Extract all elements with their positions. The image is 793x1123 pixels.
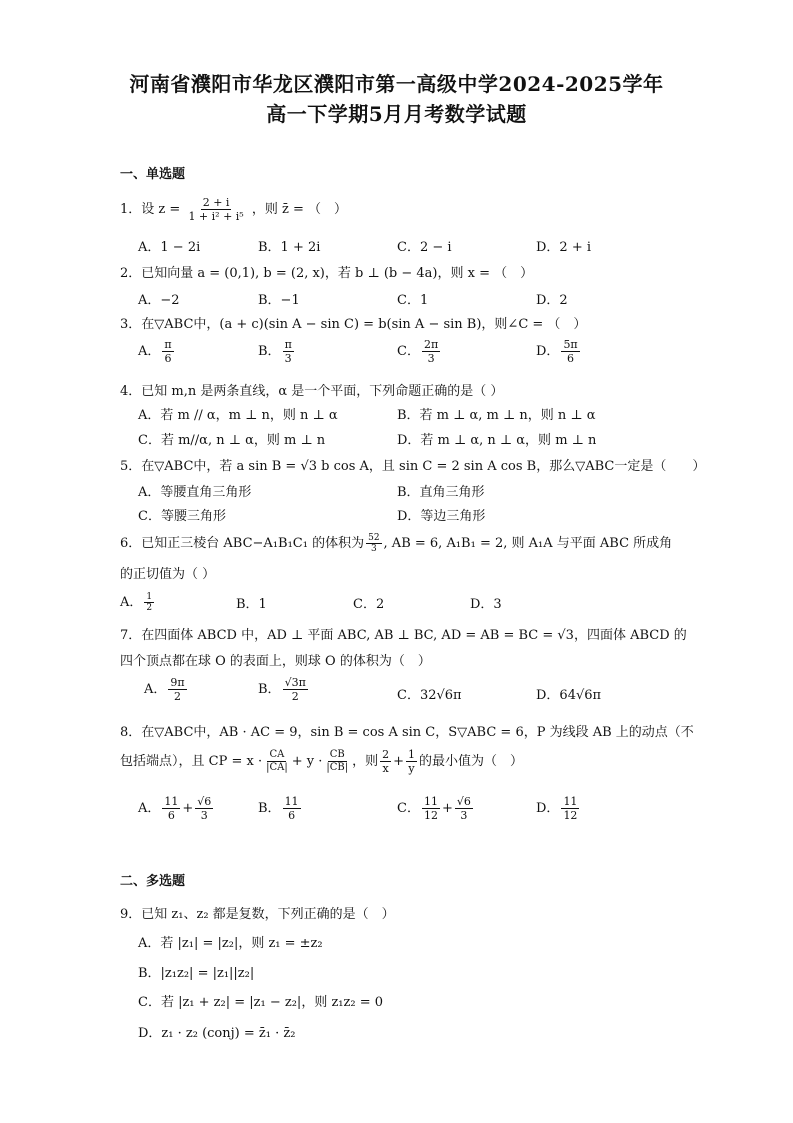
q4-option-d: D．若 m ⊥ α, n ⊥ α，则 m ⊥ n (397, 433, 597, 448)
q8-option-d (536, 795, 581, 822)
q8-a-n2: √6 (197, 795, 212, 808)
question-6-line1 (120, 532, 672, 554)
document-title-line1: 河南省濮阳市华龙区濮阳市第一高级中学2024-2025学年 (129, 72, 664, 96)
q3-b-num: π (284, 338, 292, 351)
q3-c-label: C． (397, 344, 420, 359)
q6-vol-num: 52 (368, 533, 380, 543)
q8-d-label: D． (536, 801, 560, 816)
q8-plus: + (393, 754, 405, 769)
q8-option-a (138, 795, 215, 822)
q7-a-frac (168, 676, 186, 703)
q1-option-b: B．1 + 2i (258, 240, 321, 255)
question-6-line2: 的正切值为（ ） (120, 567, 216, 582)
q6-a-den: 2 (146, 603, 153, 613)
q8-frac-cb (324, 749, 350, 774)
q7-a-den: 2 (174, 690, 181, 703)
q1-suffix: ，则 z̄ = （ ） (251, 202, 347, 217)
q8-option-c (397, 795, 475, 822)
q1-option-d: D．2 + i (536, 240, 592, 255)
q3-a-frac (162, 338, 173, 365)
q9-option-d: D．z₁ · z₂ (conj) = z̄₁ · z̄₂ (138, 1026, 296, 1041)
q4-option-a: A．若 m // α，m ⊥ n，则 n ⊥ α (138, 408, 338, 423)
q9-option-c: C．若 |z₁ + z₂| = |z₁ − z₂|，则 z₁z₂ = 0 (138, 995, 383, 1010)
q8-b-frac (283, 795, 301, 822)
q8-text2c: ，则 (352, 754, 379, 769)
q8-f2-den: |CB| (326, 762, 349, 773)
q5-option-c: C．等腰三角形 (138, 509, 226, 524)
q8-f1-den: |CA| (266, 762, 288, 773)
q1-option-c: C．2 − i (397, 240, 452, 255)
q7-option-c: C．32√6π (397, 688, 462, 703)
question-4: 4．已知 m,n 是两条直线，α 是一个平面，下列命题正确的是（ ） (120, 384, 504, 399)
q8-f4-num: 1 (408, 748, 416, 761)
q8-b-num: 11 (284, 795, 299, 808)
q8-f4-den: y (408, 762, 415, 775)
q4-option-b: B．若 m ⊥ α, m ⊥ n，则 n ⊥ α (397, 408, 596, 423)
q7-a-num: 9π (170, 676, 185, 689)
q8-f3-num: 2 (382, 748, 390, 761)
q8-text2b: + y · (291, 754, 323, 769)
q1-z: z = (158, 202, 181, 217)
question-8-line2 (120, 748, 523, 775)
q8-a-label: A． (138, 801, 161, 816)
q7-b-label: B． (258, 682, 281, 697)
question-5: 5．在▽ABC中，若 a sin B = √3 b cos A，且 sin C = 2 sin A cos B，那么▽ABC一定是（ ） (120, 459, 706, 474)
q3-d-label: D． (536, 344, 560, 359)
q8-a-n1: 11 (164, 795, 179, 808)
q3-c-frac (422, 338, 440, 365)
q1-prefix: 1．设 (120, 202, 155, 217)
q6-option-a (120, 591, 156, 613)
q3-a-num: π (164, 338, 172, 351)
q2-option-d: D．2 (536, 293, 568, 308)
q6-option-c: C．2 (353, 597, 385, 612)
q8-option-b (258, 795, 303, 822)
q3-b-label: B． (258, 344, 281, 359)
q7-b-num: √3π (284, 676, 306, 689)
question-1 (120, 196, 347, 223)
q8-text2a: 包括端点），且 CP = x · (120, 754, 263, 769)
q7-a-label: A． (144, 682, 167, 697)
q7-b-den: 2 (291, 690, 299, 703)
question-9: 9．已知 z₁、z₂ 都是复数，下列正确的是（ ） (120, 907, 395, 922)
q8-c-frac1 (422, 795, 440, 822)
q3-option-b (258, 338, 296, 365)
q8-a-plus: + (182, 801, 194, 816)
q8-text2d: 的最小值为（ ） (419, 754, 524, 769)
q8-f1-num: CA (269, 749, 285, 760)
q2-option-b: B．−1 (258, 293, 300, 308)
question-8-line1: 8．在▽ABC中，AB · AC = 9，sin B = cos A sin C，S▽ABC = 6，P 为线段 AB 上的动点（不 (120, 725, 694, 740)
q9-option-b: B．|z₁z₂| = |z₁||z₂| (138, 966, 255, 981)
q1-fraction (186, 196, 245, 223)
q6-volume-frac (366, 533, 381, 554)
q5-option-a: A．等腰直角三角形 (138, 485, 252, 500)
q7-option-a (144, 676, 189, 703)
q8-frac-1y (406, 748, 417, 775)
q8-f3-den: x (382, 762, 389, 775)
q3-b-den: 3 (284, 352, 292, 365)
q3-d-den: 6 (567, 352, 575, 365)
q2-option-c: C．1 (397, 293, 429, 308)
section-heading-multiple-choice: 二、多选题 (120, 874, 186, 889)
q8-c-plus: + (441, 801, 453, 816)
q1-option-a: A．1 − 2i (138, 240, 201, 255)
question-7-line2: 四个顶点都在球 O 的表面上，则球 O 的体积为（ ） (120, 654, 431, 669)
q1-denominator: 1 + i² + i⁵ (188, 210, 244, 223)
q7-b-frac (283, 676, 308, 703)
q8-a-frac2 (195, 795, 213, 822)
q8-c-label: C． (397, 801, 420, 816)
q3-c-den: 3 (427, 352, 435, 365)
q8-b-label: B． (258, 801, 281, 816)
q8-c-d1: 12 (423, 809, 438, 822)
q8-d-frac (561, 795, 579, 822)
q4-option-c: C．若 m//α, n ⊥ α，则 m ⊥ n (138, 433, 326, 448)
q3-d-frac (561, 338, 579, 365)
q6-a-frac (144, 592, 154, 613)
document-title-line2: 高一下学期5月月考数学试题 (266, 102, 527, 126)
q6-vol-den: 3 (370, 544, 377, 554)
q6-a-label: A． (120, 595, 143, 610)
q8-frac-2x (380, 748, 391, 775)
q6-text2: , AB = 6, A₁B₁ = 2, 则 A₁A 与平面 ABC 所成角 (383, 536, 673, 551)
q8-c-d2: 3 (460, 809, 468, 822)
q8-a-d2: 3 (200, 809, 208, 822)
q7-option-d: D．64√6π (536, 688, 602, 703)
q8-c-n2: √6 (456, 795, 471, 808)
q6-text1: 6．已知正三棱台 ABC−A₁B₁C₁ 的体积为 (120, 536, 365, 551)
q2-option-a: A．−2 (138, 293, 180, 308)
q1-numerator: 2 + i (202, 196, 230, 209)
q7-option-b (258, 676, 310, 703)
question-2: 2．已知向量 a = (0,1), b = (2, x)，若 b ⊥ (b − 4a)，则 x = （ ） (120, 266, 534, 281)
q3-option-a (138, 338, 176, 365)
q8-f2-num: CB (329, 749, 345, 760)
question-7-line1: 7．在四面体 ABCD 中，AD ⊥ 平面 ABC, AB ⊥ BC, AD = AB = BC = √3，四面体 ABCD 的 (120, 628, 687, 643)
q8-b-den: 6 (288, 809, 296, 822)
q5-option-d: D．等边三角形 (397, 509, 486, 524)
q3-d-num: 5π (563, 338, 578, 351)
q8-a-d1: 6 (167, 809, 175, 822)
q8-d-den: 12 (563, 809, 578, 822)
q3-option-c (397, 338, 442, 365)
q6-a-num: 1 (146, 592, 153, 602)
q9-option-a: A．若 |z₁| = |z₂|，则 z₁ = ±z₂ (138, 936, 323, 951)
q3-a-den: 6 (164, 352, 172, 365)
q3-option-d (536, 338, 582, 365)
q3-a-label: A． (138, 344, 161, 359)
q6-option-d: D．3 (470, 597, 502, 612)
q8-a-frac1 (162, 795, 180, 822)
q3-b-frac (283, 338, 294, 365)
q8-c-frac2 (455, 795, 473, 822)
q8-frac-ca (264, 749, 290, 774)
q8-c-n1: 11 (423, 795, 438, 808)
q6-option-b: B．1 (236, 597, 267, 612)
question-3: 3．在▽ABC中，(a + c)(sin A − sin C) = b(sin A − sin B)，则∠C = （ ） (120, 317, 587, 332)
q3-c-num: 2π (423, 338, 439, 351)
q8-d-num: 11 (563, 795, 578, 808)
section-heading-single-choice: 一、单选题 (120, 167, 186, 182)
q5-option-b: B．直角三角形 (397, 485, 485, 500)
